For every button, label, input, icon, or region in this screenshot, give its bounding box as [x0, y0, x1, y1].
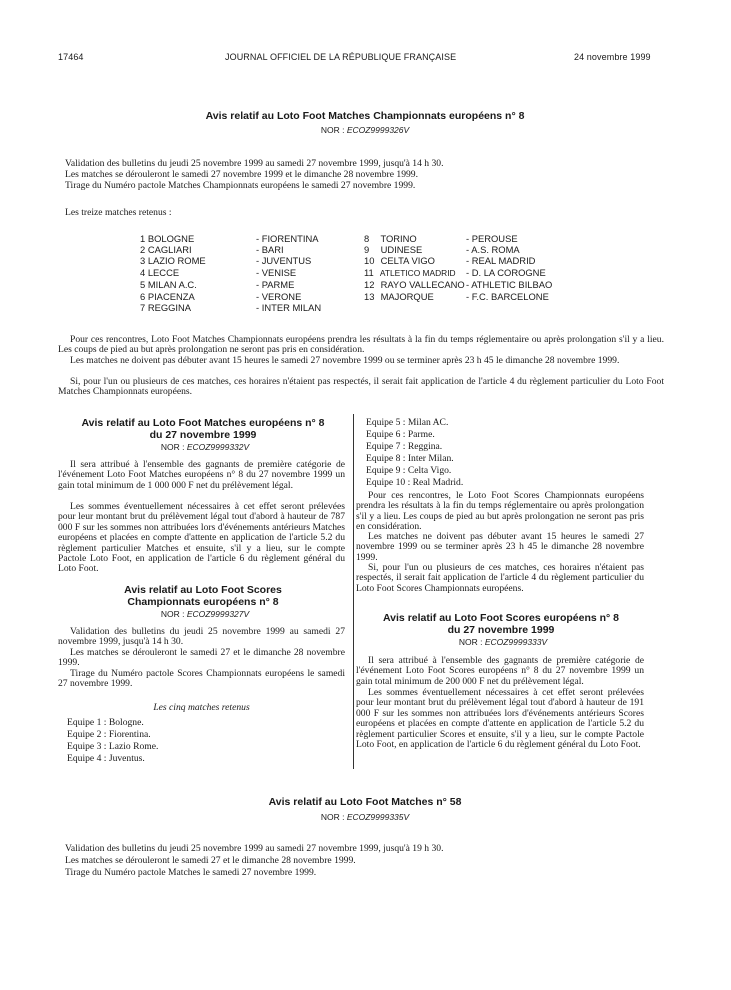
match-away: - A.S. ROMA: [466, 244, 520, 255]
match-away: - PEROUSE: [466, 233, 518, 244]
section1-paragraph: Pour ces rencontres, Loto Foot Matches Championnats européens prendra les résultats à la fin du temps réglementaire ou après prolongation s'il y a lieu. Les coups de pied au but après prolongation ne seront pas pris en considération.: [58, 334, 664, 356]
section1-intro-line: Les matches se dérouleront le samedi 27 novembre 1999 et le dimanche 28 novembre 1999.: [65, 169, 418, 180]
match-row: 2 CAGLIARI: [140, 244, 192, 255]
match-away: - D. LA COROGNE: [466, 267, 546, 278]
match-away: - REAL MADRID: [466, 255, 536, 266]
section5-line: Validation des bulletins du jeudi 25 novembre 1999 au samedi 27 novembre 1999, jusqu'à 19 h 30.: [65, 843, 444, 854]
match-row: 1 BOLOGNE: [140, 233, 195, 244]
section2-paragraph: Il sera attribué à l'ensemble des gagnants de première catégorie de l'événement Loto Foot Matches européens n° 8 du 27 novembre 1999 un gain total minimum de 1 000 000 F net du prélèvement légal.: [58, 459, 345, 491]
section1-intro-line: Tirage du Numéro pactole Matches Championnats européens le samedi 27 novembre 1999.: [65, 180, 416, 191]
section1-nor: NOR : ECOZ9999326V: [320, 125, 410, 135]
team-line: Equipe 10 : Real Madrid.: [366, 477, 464, 488]
match-row: 7 REGGINA: [140, 302, 192, 313]
match-away: - BARI: [256, 244, 284, 255]
issue-date: 24 novembre 1999: [574, 52, 651, 62]
team-line: Equipe 6 : Parme.: [366, 429, 435, 440]
section3-paragraph: Si, pour l'un ou plusieurs de ces matches, ces horaires n'étaient pas respectés, il serait fait application de l'article 4 du règlement particulier du Loto Foot Scores Championnats européens.: [356, 562, 644, 594]
section5-title: Avis relatif au Loto Foot Matches n° 58: [268, 796, 462, 808]
team-line: Equipe 8 : Inter Milan.: [366, 453, 454, 464]
match-away: - F.C. BARCELONE: [466, 291, 549, 302]
section5-line: Les matches se dérouleront le samedi 27 et le dimanche 28 novembre 1999.: [65, 855, 356, 866]
section2-title: Avis relatif au Loto Foot Matches européens n° 8 du 27 novembre 1999: [81, 417, 325, 441]
match-away: - ATHLETIC BILBAO: [466, 279, 553, 290]
match-row: 5 MILAN A.C.: [140, 279, 197, 290]
section3-list-heading: Les cinq matches retenus: [153, 702, 250, 713]
section3-paragraph: Tirage du Numéro pactole Scores Championnats européens le samedi 27 novembre 1999.: [58, 668, 345, 690]
match-row: 13 MAJORQUE: [364, 291, 434, 302]
section1-title: Avis relatif au Loto Foot Matches Championnats européens n° 8: [205, 110, 525, 122]
section1-paragraph: Les matches ne doivent pas débuter avant 15 heures le samedi 27 novembre 1999 ou se terminer après 23 h 45 le dimanche 28 novembre 1999.: [70, 355, 620, 366]
section5-line: Tirage du Numéro pactole Matches le samedi 27 novembre 1999.: [65, 867, 317, 878]
match-away: - INTER MILAN: [256, 302, 322, 313]
team-line: Equipe 9 : Celta Vigo.: [366, 465, 452, 476]
section3-paragraph: Pour ces rencontres, le Loto Foot Scores Championnats européens prendra les résultats à la fin du temps réglementaire ou après prolongation s'il y a lieu. Les coups de pied au but après prolongation ne seront pas pris en considération.: [356, 490, 644, 533]
section2-paragraph: Les sommes éventuellement nécessaires à cet effet seront prélevées pour leur montant brut du prélèvement légal tout d'abord à hauteur de 787 000 F sur les sommes non attribuées lors d'événements antérieurs Matches européens et placées en compte d'attente en application de l'article 5.2 du règlement particulier Matches et ensuite, s'il y a lieu, sur le compte Pactole Loto Foot, en application de l'article 6 du règlement général du Loto Foot.: [58, 501, 345, 575]
match-row: 3 LAZIO ROME: [140, 255, 206, 266]
match-row: 8 TORINO: [364, 233, 417, 244]
match-away: - FIORENTINA: [256, 233, 319, 244]
section5-nor: NOR : ECOZ9999335V: [320, 812, 410, 822]
team-line: Equipe 3 : Lazio Rome.: [67, 741, 159, 752]
section4-title: Avis relatif au Loto Foot Scores européens n° 8 du 27 novembre 1999: [382, 612, 620, 636]
section3-paragraph: Les matches se dérouleront le samedi 27 et le dimanche 28 novembre 1999.: [58, 647, 345, 669]
match-away: - VENISE: [256, 267, 297, 278]
section4-paragraph: Les sommes éventuellement nécessaires à cet effet seront prélevées pour leur montant brut du prélèvement légal tout d'abord à hauteur de 191 000 F sur les sommes non attribuées lors d'événements antérieurs Scores européens et placées en compte d'attente en application de l'article 5.2 du règlement particulier Scores et ensuite, s'il y a lieu, sur le compte Pactole Loto Foot, en application de l'article 6 du règlement général du Loto Foot.: [356, 687, 644, 751]
section1-paragraph: Si, pour l'un ou plusieurs de ces matches, ces horaires n'étaient pas respectés, il serait fait application de l'article 4 du règlement particulier du Loto Foot Matches Championnats européens.: [58, 376, 664, 398]
matches-heading: Les treize matches retenus :: [65, 207, 172, 218]
section2-nor: NOR : ECOZ9999332V: [160, 442, 250, 452]
column-divider: [353, 414, 354, 769]
match-away: - JUVENTUS: [256, 255, 312, 266]
team-line: Equipe 5 : Milan AC.: [366, 417, 449, 428]
match-away: - PARME: [256, 279, 295, 290]
section1-intro-line: Validation des bulletins du jeudi 25 novembre 1999 au samedi 27 novembre 1999, jusqu'à 14 h 30.: [65, 158, 444, 169]
section3-nor: NOR : ECOZ9999327V: [160, 609, 250, 619]
team-line: Equipe 4 : Juventus.: [67, 753, 145, 764]
match-row: 9 UDINESE: [364, 244, 423, 255]
section4-paragraph: Il sera attribué à l'ensemble des gagnants de première catégorie de l'événement Loto Foot Scores européens n° 8 du 27 novembre 1999 un gain total minimum de 200 000 F net du prélèvement légal.: [356, 655, 644, 687]
team-line: Equipe 7 : Reggina.: [366, 441, 443, 452]
team-line: Equipe 1 : Bologne.: [67, 717, 144, 728]
section3-paragraph: Les matches ne doivent pas débuter avant 15 heures le samedi 27 novembre 1999 ou se terminer après 23 h 45 le dimanche 28 novembre 1999.: [356, 531, 644, 563]
journal-title: JOURNAL OFFICIEL DE LA RÉPUBLIQUE FRANÇAISE: [225, 52, 457, 62]
match-away: - VERONE: [256, 291, 302, 302]
page-number: 17464: [58, 52, 84, 62]
match-row: 12 RAYO VALLECANO: [364, 279, 465, 290]
section4-nor: NOR : ECOZ9999333V: [458, 637, 548, 647]
section3-title: Avis relatif au Loto Foot Scores Championnats européens n° 8: [124, 584, 282, 608]
match-row: 10 CELTA VIGO: [364, 255, 435, 266]
team-line: Equipe 2 : Fiorentina.: [67, 729, 151, 740]
match-row: 11 ATLETICO MADRID: [364, 267, 456, 278]
match-row: 4 LECCE: [140, 267, 180, 278]
match-row: 6 PIACENZA: [140, 291, 195, 302]
section3-paragraph: Validation des bulletins du jeudi 25 novembre 1999 au samedi 27 novembre 1999, jusqu'à 14 h 30.: [58, 626, 345, 648]
